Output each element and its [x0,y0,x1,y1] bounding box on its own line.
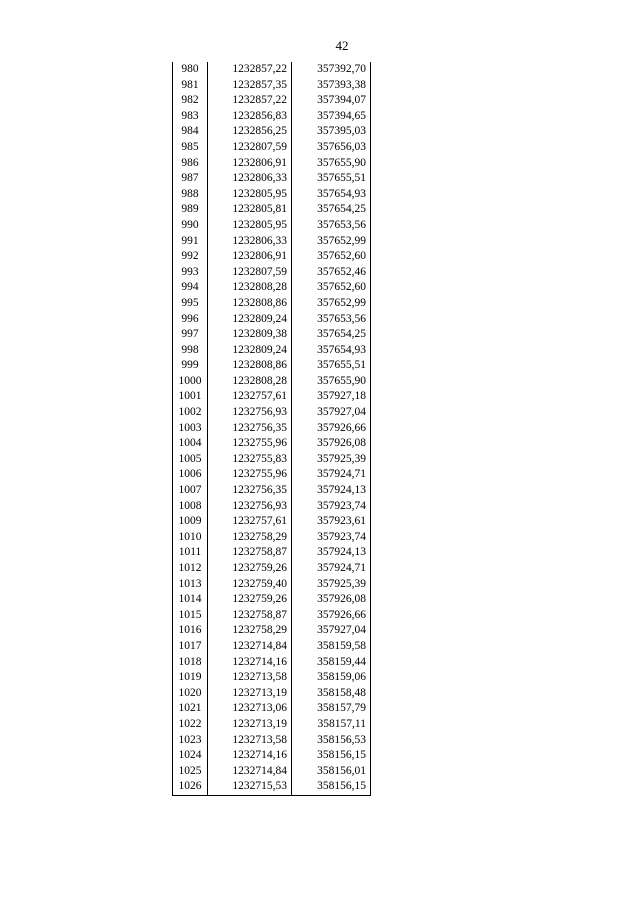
y-coordinate-cell: 357652,60 [292,249,371,265]
y-coordinate-cell: 357653,56 [292,218,371,234]
point-number-cell: 1023 [173,733,208,749]
point-number-cell: 980 [173,62,208,78]
table-row [173,296,371,312]
y-coordinate-cell: 357652,46 [292,265,371,281]
point-number-cell: 1005 [173,452,208,468]
point-number-cell: 988 [173,187,208,203]
x-coordinate-cell: 1232806,91 [208,156,292,172]
table-row [173,109,371,125]
point-number-cell: 1018 [173,655,208,671]
table-row [173,717,371,733]
table-row [173,187,371,203]
table-row [173,608,371,624]
x-coordinate-cell: 1232805,95 [208,187,292,203]
table-row [173,234,371,250]
table-row [173,639,371,655]
table-row [173,343,371,359]
point-number-cell: 1020 [173,686,208,702]
point-number-cell: 1008 [173,499,208,515]
table-row [173,202,371,218]
x-coordinate-cell: 1232713,58 [208,733,292,749]
y-coordinate-cell: 357655,51 [292,358,371,374]
x-coordinate-cell: 1232759,26 [208,561,292,577]
x-coordinate-cell: 1232755,96 [208,467,292,483]
y-coordinate-cell: 358159,44 [292,655,371,671]
y-coordinate-cell: 357655,51 [292,171,371,187]
point-number-cell: 984 [173,124,208,140]
x-coordinate-cell: 1232757,61 [208,514,292,530]
table-row [173,171,371,187]
x-coordinate-cell: 1232807,59 [208,265,292,281]
table-row [173,421,371,437]
y-coordinate-cell: 358159,58 [292,639,371,655]
y-coordinate-cell: 357923,74 [292,499,371,515]
point-number-cell: 1026 [173,779,208,795]
x-coordinate-cell: 1232806,33 [208,171,292,187]
x-coordinate-cell: 1232713,19 [208,686,292,702]
table-row [173,483,371,499]
table-row [173,218,371,234]
y-coordinate-cell: 357926,08 [292,592,371,608]
point-number-cell: 997 [173,327,208,343]
point-number-cell: 989 [173,202,208,218]
x-coordinate-cell: 1232809,38 [208,327,292,343]
y-coordinate-cell: 357654,93 [292,187,371,203]
point-number-cell: 981 [173,78,208,94]
x-coordinate-cell: 1232856,83 [208,109,292,125]
y-coordinate-cell: 357655,90 [292,156,371,172]
y-coordinate-cell: 357924,13 [292,483,371,499]
x-coordinate-cell: 1232714,16 [208,748,292,764]
x-coordinate-cell: 1232758,29 [208,623,292,639]
x-coordinate-cell: 1232857,22 [208,93,292,109]
x-coordinate-cell: 1232713,58 [208,670,292,686]
y-coordinate-cell: 357654,25 [292,327,371,343]
x-coordinate-cell: 1232857,35 [208,78,292,94]
point-number-cell: 999 [173,358,208,374]
y-coordinate-cell: 357923,61 [292,514,371,530]
point-number-cell: 982 [173,93,208,109]
x-coordinate-cell: 1232857,22 [208,62,292,78]
table-row [173,156,371,172]
table-row [173,686,371,702]
y-coordinate-cell: 357655,90 [292,374,371,390]
point-number-cell: 986 [173,156,208,172]
table-row [173,78,371,94]
x-coordinate-cell: 1232715,53 [208,779,292,795]
x-coordinate-cell: 1232807,59 [208,140,292,156]
table-row [173,561,371,577]
x-coordinate-cell: 1232756,35 [208,421,292,437]
x-coordinate-cell: 1232713,19 [208,717,292,733]
point-number-cell: 1011 [173,545,208,561]
point-number-cell: 1021 [173,701,208,717]
point-number-cell: 996 [173,312,208,328]
x-coordinate-cell: 1232757,61 [208,389,292,405]
point-number-cell: 1002 [173,405,208,421]
point-number-cell: 1007 [173,483,208,499]
x-coordinate-cell: 1232808,86 [208,296,292,312]
point-number-cell: 1004 [173,436,208,452]
x-coordinate-cell: 1232856,25 [208,124,292,140]
table-row [173,514,371,530]
y-coordinate-cell: 357652,60 [292,280,371,296]
y-coordinate-cell: 357924,71 [292,467,371,483]
point-number-cell: 1003 [173,421,208,437]
y-coordinate-cell: 358156,53 [292,733,371,749]
x-coordinate-cell: 1232806,91 [208,249,292,265]
y-coordinate-cell: 358156,15 [292,748,371,764]
x-coordinate-cell: 1232756,93 [208,499,292,515]
table-row [173,467,371,483]
point-number-cell: 1014 [173,592,208,608]
y-coordinate-cell: 357924,13 [292,545,371,561]
table-row [173,327,371,343]
point-number-cell: 1013 [173,577,208,593]
table-row [173,701,371,717]
point-number-cell: 1009 [173,514,208,530]
y-coordinate-cell: 357656,03 [292,140,371,156]
point-number-cell: 1012 [173,561,208,577]
page-number: 42 [335,38,349,53]
table-row [173,452,371,468]
point-number-cell: 1016 [173,623,208,639]
point-number-cell: 994 [173,280,208,296]
x-coordinate-cell: 1232758,87 [208,608,292,624]
point-number-cell: 990 [173,218,208,234]
point-number-cell: 991 [173,234,208,250]
x-coordinate-cell: 1232805,81 [208,202,292,218]
point-number-cell: 987 [173,171,208,187]
y-coordinate-cell: 357926,66 [292,421,371,437]
point-number-cell: 1025 [173,764,208,780]
point-number-cell: 1019 [173,670,208,686]
x-coordinate-cell: 1232755,96 [208,436,292,452]
y-coordinate-cell: 357927,18 [292,389,371,405]
table-row [173,733,371,749]
x-coordinate-cell: 1232756,35 [208,483,292,499]
y-coordinate-cell: 358157,11 [292,717,371,733]
point-number-cell: 998 [173,343,208,359]
x-coordinate-cell: 1232808,86 [208,358,292,374]
point-number-cell: 1017 [173,639,208,655]
x-coordinate-cell: 1232758,29 [208,530,292,546]
x-coordinate-cell: 1232759,40 [208,577,292,593]
y-coordinate-cell: 357926,08 [292,436,371,452]
table-row [173,655,371,671]
point-number-cell: 985 [173,140,208,156]
table-row [173,748,371,764]
table-row [173,312,371,328]
x-coordinate-cell: 1232808,28 [208,374,292,390]
table-row [173,280,371,296]
y-coordinate-cell: 357653,56 [292,312,371,328]
table-row [173,499,371,515]
table-row [173,592,371,608]
table-row [173,436,371,452]
x-coordinate-cell: 1232805,95 [208,218,292,234]
y-coordinate-cell: 357926,66 [292,608,371,624]
table-row [173,779,371,795]
y-coordinate-cell: 357394,07 [292,93,371,109]
table-row [173,545,371,561]
y-coordinate-cell: 357925,39 [292,577,371,593]
x-coordinate-cell: 1232755,83 [208,452,292,468]
coordinates-table [172,62,371,796]
table-row [173,93,371,109]
coordinates-table-body [173,62,371,795]
y-coordinate-cell: 357654,25 [292,202,371,218]
y-coordinate-cell: 357924,71 [292,561,371,577]
point-number-cell: 1015 [173,608,208,624]
x-coordinate-cell: 1232714,84 [208,764,292,780]
x-coordinate-cell: 1232714,16 [208,655,292,671]
x-coordinate-cell: 1232756,93 [208,405,292,421]
point-number-cell: 992 [173,249,208,265]
table-row [173,670,371,686]
y-coordinate-cell: 357923,74 [292,530,371,546]
table-row [173,249,371,265]
x-coordinate-cell: 1232759,26 [208,592,292,608]
y-coordinate-cell: 357652,99 [292,234,371,250]
x-coordinate-cell: 1232758,87 [208,545,292,561]
y-coordinate-cell: 357925,39 [292,452,371,468]
y-coordinate-cell: 358157,79 [292,701,371,717]
x-coordinate-cell: 1232808,28 [208,280,292,296]
point-number-cell: 993 [173,265,208,281]
point-number-cell: 983 [173,109,208,125]
y-coordinate-cell: 357392,70 [292,62,371,78]
table-row [173,530,371,546]
x-coordinate-cell: 1232713,06 [208,701,292,717]
table-row [173,405,371,421]
y-coordinate-cell: 358159,06 [292,670,371,686]
y-coordinate-cell: 357393,38 [292,78,371,94]
y-coordinate-cell: 357394,65 [292,109,371,125]
point-number-cell: 995 [173,296,208,312]
point-number-cell: 1006 [173,467,208,483]
table-row [173,764,371,780]
point-number-cell: 1000 [173,374,208,390]
x-coordinate-cell: 1232714,84 [208,639,292,655]
y-coordinate-cell: 357395,03 [292,124,371,140]
y-coordinate-cell: 358158,48 [292,686,371,702]
table-row [173,62,371,78]
y-coordinate-cell: 357927,04 [292,405,371,421]
x-coordinate-cell: 1232809,24 [208,343,292,359]
y-coordinate-cell: 358156,01 [292,764,371,780]
table-row [173,140,371,156]
table-row [173,374,371,390]
table-row [173,124,371,140]
table-row [173,389,371,405]
point-number-cell: 1024 [173,748,208,764]
point-number-cell: 1022 [173,717,208,733]
x-coordinate-cell: 1232809,24 [208,312,292,328]
table-row [173,358,371,374]
table-row [173,577,371,593]
point-number-cell: 1001 [173,389,208,405]
table-row [173,623,371,639]
y-coordinate-cell: 358156,15 [292,779,371,795]
point-number-cell: 1010 [173,530,208,546]
table-row [173,265,371,281]
x-coordinate-cell: 1232806,33 [208,234,292,250]
y-coordinate-cell: 357927,04 [292,623,371,639]
y-coordinate-cell: 357652,99 [292,296,371,312]
y-coordinate-cell: 357654,93 [292,343,371,359]
